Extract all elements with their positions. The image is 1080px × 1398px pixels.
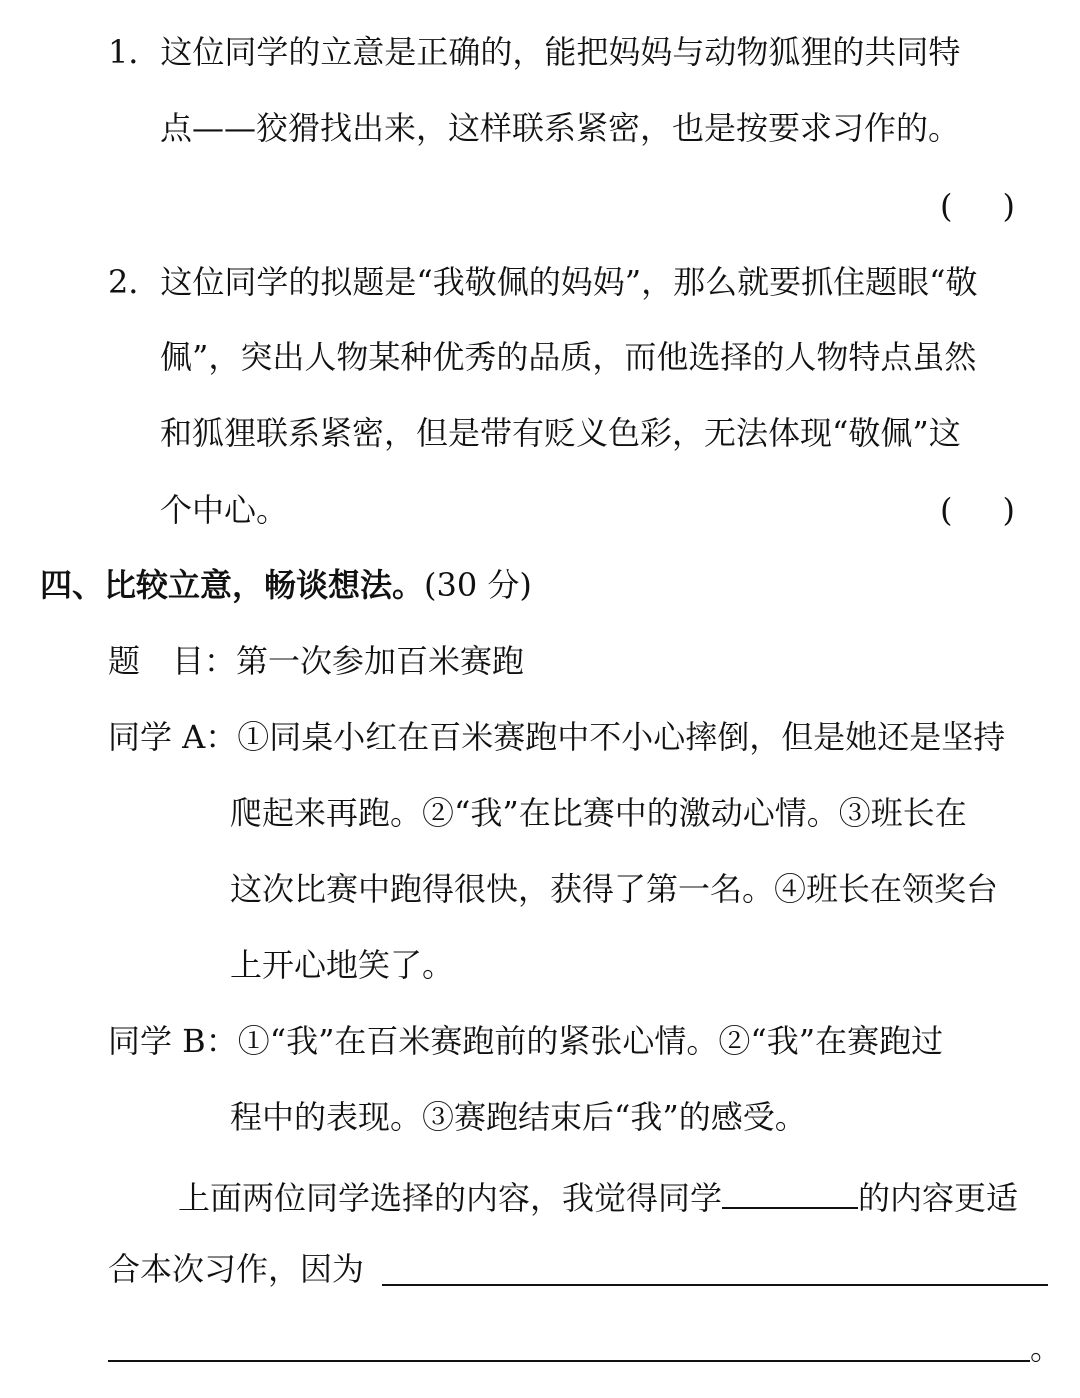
q2-line-4: 个中心。 [160,491,289,529]
student-a-line-3: 这次比赛中跑得很快，获得了第一名。④班长在领奖台 [230,870,999,908]
q2-line-3: 和狐狸联系紧密，但是带有贬义色彩，无法体现“敬佩”这 [160,414,961,452]
reason-blank-line-2[interactable] [108,1360,1030,1362]
answer-end-mark: 。 [1030,1329,1063,1367]
topic-label: 题 目： [108,642,237,680]
reason-blank-line-1[interactable] [382,1284,1048,1286]
paren-open: ( [940,491,953,529]
student-a-text-1: ①同桌小红在百米赛跑中不小心摔倒，但是她还是坚持 [237,718,1006,756]
student-a-line-2: 爬起来再跑。②“我”在比赛中的激动心情。③班长在 [230,794,967,832]
student-b-label: 同学 B： [108,1022,238,1060]
student-a-label: 同学 A： [108,718,238,756]
q2-line-2: 佩”，突出人物某种优秀的品质，而他选择的人物特点虽然 [160,338,977,376]
student-b-line-1 [108,1021,943,1061]
student-choice-blank[interactable] [722,1173,858,1209]
student-a-line-1 [108,717,1005,757]
answer-text-after: 的内容更适 [858,1179,1019,1217]
section-title-text: 四、比较立意，畅谈想法。 [40,566,425,604]
q2-line-1: 2．这位同学的拟题是“我敬佩的妈妈”，那么就要抓住题眼“敬 [108,263,978,301]
answer-text-before: 上面两位同学选择的内容，我觉得同学 [178,1179,723,1217]
q1-line-2: 点——狡猾找出来，这样联系紧密，也是按要求习作的。 [160,109,961,147]
answer-line-2: 合本次习作，因为 [108,1250,365,1288]
topic-line [108,641,524,681]
answer-line-1 [178,1173,1018,1218]
q1-answer-parens[interactable] [940,186,1015,226]
student-b-text-1: ①“我”在百米赛跑前的紧张心情。②“我”在赛跑过 [237,1022,944,1060]
paren-close: ) [1002,491,1015,529]
q2-answer-parens[interactable] [940,490,1015,530]
section-4-title [40,565,532,605]
section-score: (30 分) [424,566,532,604]
student-a-line-4: 上开心地笑了。 [230,946,455,984]
q1-line-1: 1．这位同学的立意是正确的，能把妈妈与动物狐狸的共同特 [108,33,961,71]
student-b-line-2: 程中的表现。③赛跑结束后“我”的感受。 [230,1098,807,1136]
topic-text: 第一次参加百米赛跑 [236,642,525,680]
paren-open: ( [940,187,953,225]
paren-close: ) [1002,187,1015,225]
